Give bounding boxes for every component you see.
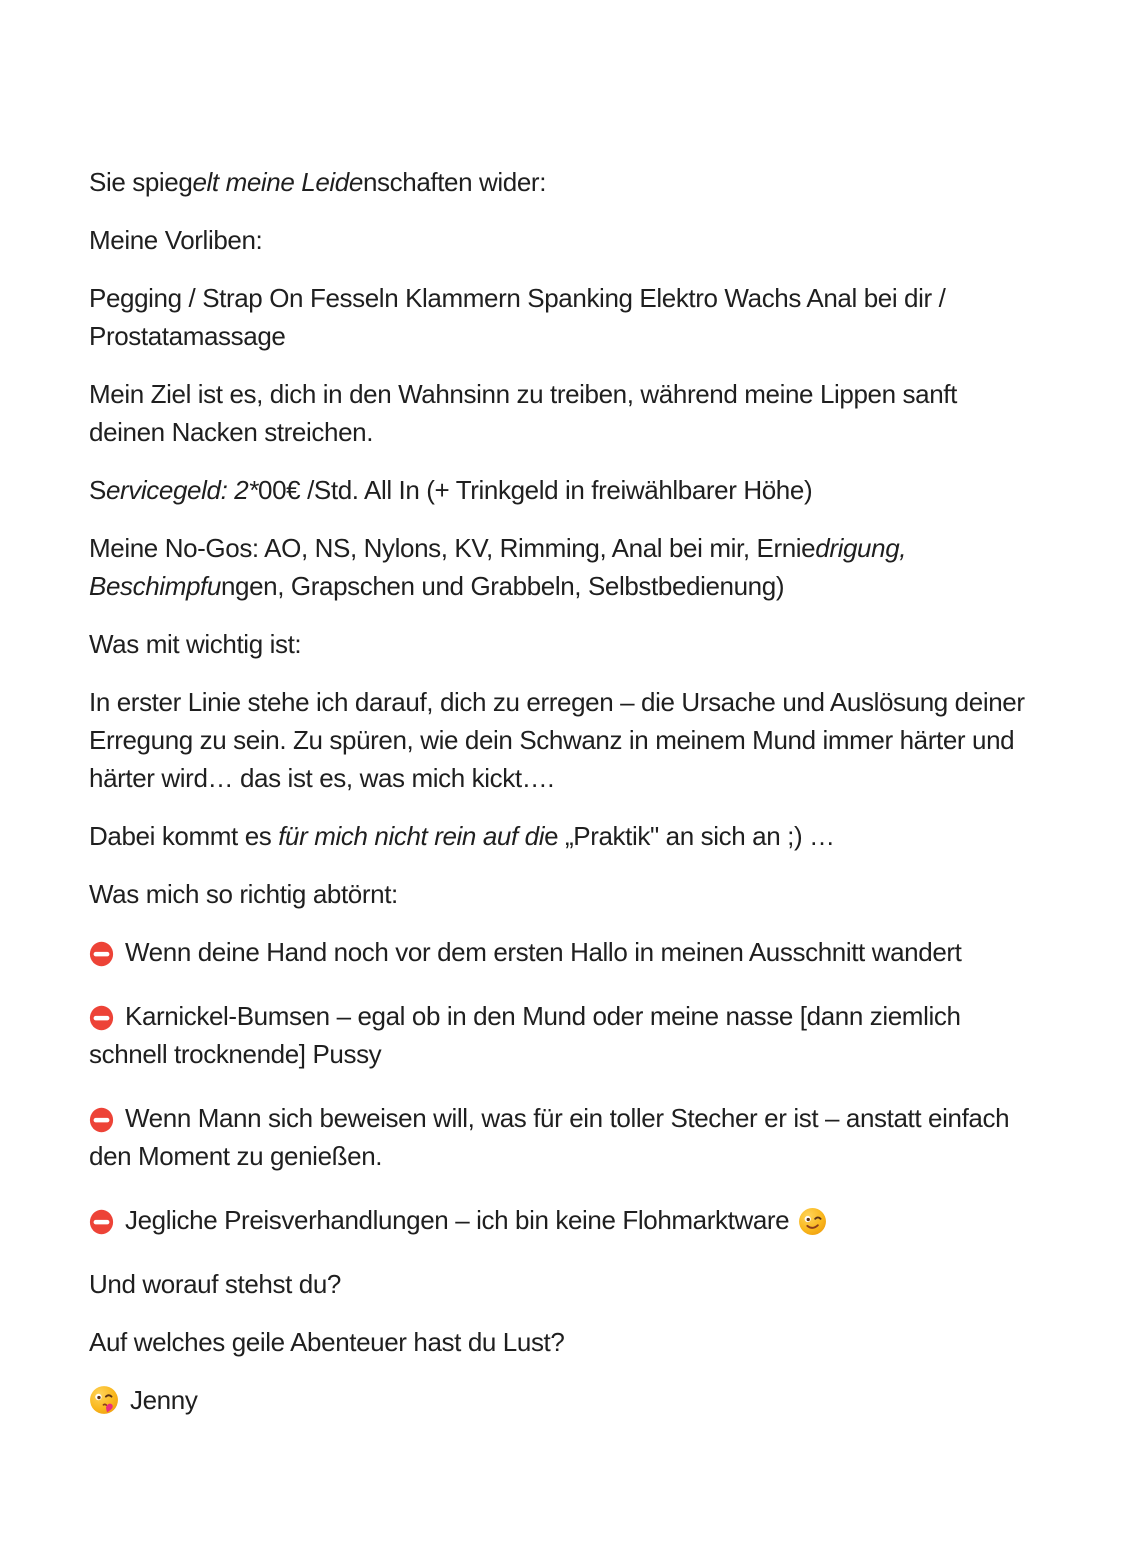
text-run: In erster Linie stehe ich darauf, dich zu erregen – die Ursache und Auslösung deiner Erregung zu sein. Zu spüren, wie dein Schwanz in meinem Mund immer härter und härter wird… das ist es, was mich kickt…. xyxy=(89,687,1025,793)
text-run: Meine Vorliben: xyxy=(89,225,263,255)
service-fee-line xyxy=(89,471,1035,509)
text-run: Sie spieg xyxy=(89,167,193,197)
text-run: nschaften wider: xyxy=(362,167,547,197)
intro-line xyxy=(89,163,1035,201)
turn-off-item-3 xyxy=(89,1099,1035,1175)
text-run: 00€ /Std. All In (+ Trinkgeld in freiwählbarer Höhe) xyxy=(258,475,813,505)
no-entry-icon xyxy=(89,941,114,967)
no-entry-icon xyxy=(89,1107,114,1133)
kiss-icon xyxy=(89,1385,119,1415)
document-body xyxy=(89,163,1035,1419)
text-run: Dabei kommt es xyxy=(89,821,279,851)
text-run: Meine No-Gos: AO, NS, Nylons, KV, Rimming, Anal bei mir, Ernie xyxy=(89,533,816,563)
text-run: Was mich so richtig abtörnt: xyxy=(89,879,398,909)
text-run: Wenn Mann sich beweisen will, was für ein toller Stecher er ist – anstatt einfach den Moment zu genießen. xyxy=(89,1103,1010,1171)
important-heading xyxy=(89,625,1035,663)
italic-text-run: für mich nicht rein auf di xyxy=(278,821,545,851)
signature-line xyxy=(89,1381,1035,1419)
no-entry-icon xyxy=(89,1005,114,1031)
no-gos-line xyxy=(89,529,1035,605)
text-run: Jegliche Preisverhandlungen – ich bin keine Flohmarktware xyxy=(125,1205,790,1235)
text-run: Jenny xyxy=(130,1385,198,1415)
text-run: Was mit wichtig ist: xyxy=(89,629,302,659)
question-what-into xyxy=(89,1265,1035,1303)
text-run: Mein Ziel ist es, dich in den Wahnsinn zu treiben, während meine Lippen sanft deinen Nacken streichen. xyxy=(89,379,957,447)
text-run: ngen, Grapschen und Grabbeln, Selbstbedienung) xyxy=(220,571,785,601)
turn-on-paragraph xyxy=(89,683,1035,797)
turn-off-heading xyxy=(89,875,1035,913)
no-entry-icon xyxy=(89,1209,114,1235)
turn-off-item-1 xyxy=(89,933,1035,971)
text-run: S xyxy=(89,475,106,505)
preferences-heading xyxy=(89,221,1035,259)
italic-text-run: elt meine Leide xyxy=(192,167,363,197)
goal-line xyxy=(89,375,1035,451)
text-run: Und worauf stehst du? xyxy=(89,1269,341,1299)
text-run: Karnickel-Bumsen – egal ob in den Mund oder meine nasse [dann ziemlich schnell trocknende] Pussy xyxy=(89,1001,961,1069)
italic-text-run: drigung, Beschimpfu xyxy=(89,533,907,601)
text-run: Pegging / Strap On Fesseln Klammern Spanking Elektro Wachs Anal bei dir / Prostatamassage xyxy=(89,283,946,351)
italic-text-run: ervicegeld: 2* xyxy=(105,475,259,505)
turn-off-item-4 xyxy=(89,1201,1035,1239)
turn-off-item-2 xyxy=(89,997,1035,1073)
question-adventure xyxy=(89,1323,1035,1361)
practice-note xyxy=(89,817,1035,855)
text-run: Wenn deine Hand noch vor dem ersten Hallo in meinen Ausschnitt wandert xyxy=(125,937,962,967)
text-run: e „Praktik" an sich an ;) … xyxy=(544,821,835,851)
preferences-list xyxy=(89,279,1035,355)
wink-icon xyxy=(798,1207,827,1236)
text-run: Auf welches geile Abenteuer hast du Lust? xyxy=(89,1327,565,1357)
